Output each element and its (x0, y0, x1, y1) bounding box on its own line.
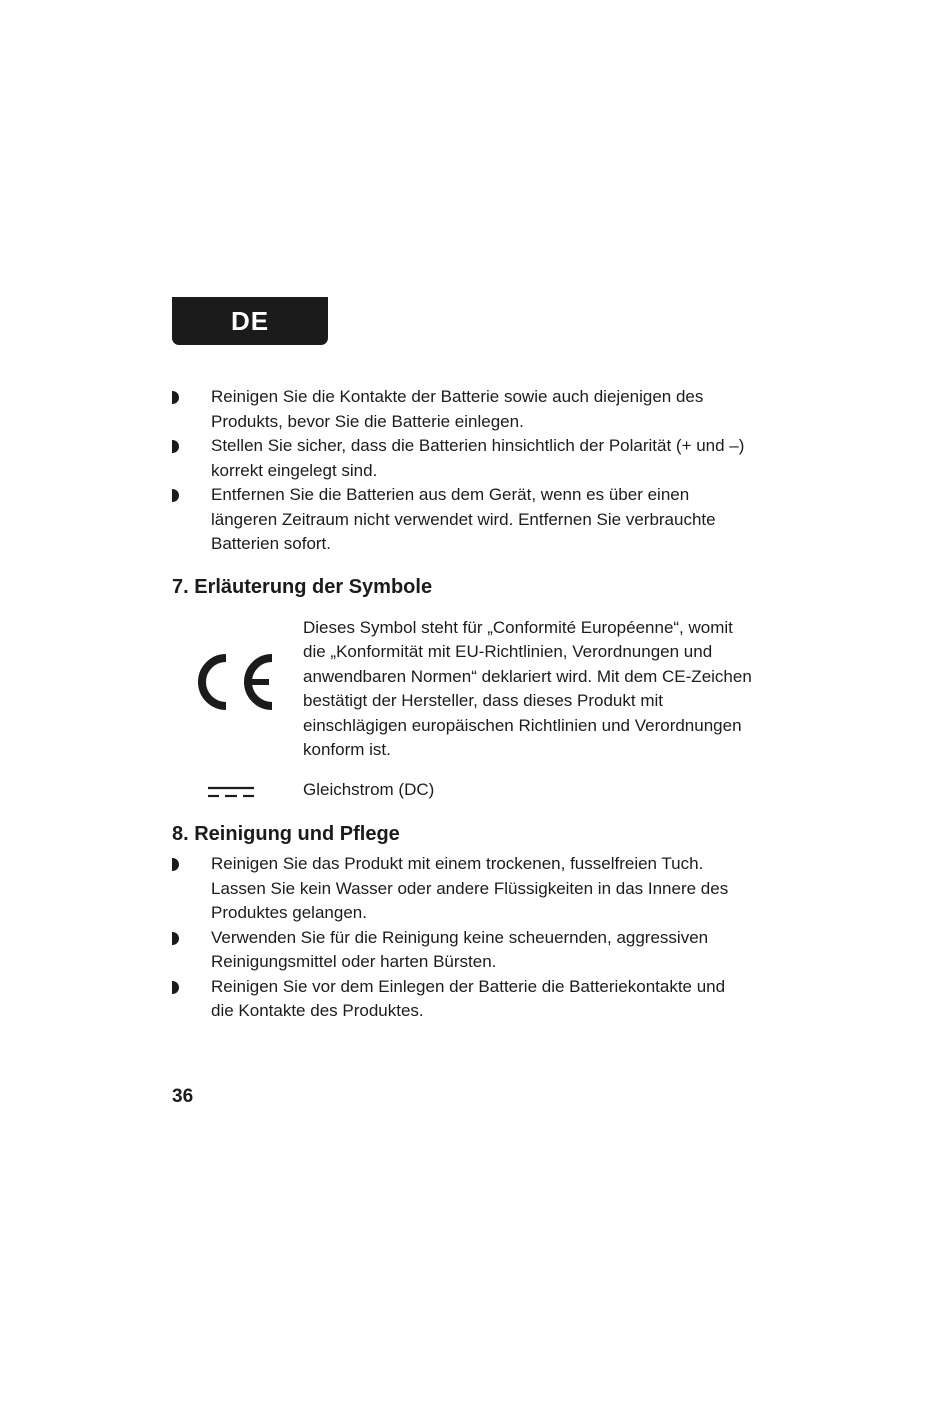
symbol-row-ce (172, 616, 752, 763)
list-item-text: Stellen Sie sicher, dass die Batterien hinsichtlich der Polarität (+ und –) korrekt eingelegt sind. (211, 436, 745, 480)
list-item-text: Reinigen Sie die Kontakte der Batterie sowie auch diejenigen des Produkts, bevor Sie die Batterie einlegen. (211, 387, 704, 431)
dc-symbol-description: Gleichstrom (DC) (303, 779, 435, 799)
list-item-text: Verwenden Sie für die Reinigung keine scheuernden, aggressiven Reinigungsmittel oder harten Bürsten. (211, 927, 709, 971)
battery-instructions-list (172, 385, 752, 557)
cleaning-instructions-list (172, 852, 752, 1024)
section-heading-cleaning: 8. Reinigung und Pflege (172, 823, 400, 845)
bullet-icon (172, 981, 179, 994)
list-item-text: Reinigen Sie vor dem Einlegen der Batterie die Batteriekontakte und die Kontakte des Produktes. (211, 976, 726, 1020)
list-item-text: Reinigen Sie das Produkt mit einem trockenen, fusselfreien Tuch. Lassen Sie kein Wasser oder andere Flüssigkeiten in das Innere des Produktes gelangen. (211, 854, 729, 922)
page-content (172, 385, 752, 1024)
list-item (172, 852, 752, 926)
page-number: 36 (172, 1086, 194, 1107)
language-tab: DE (172, 297, 328, 345)
section-heading-symbols: 7. Erläuterung der Symbole (172, 575, 433, 598)
bullet-icon (172, 932, 179, 945)
bullet-icon (172, 858, 179, 871)
ce-mark-icon (186, 652, 278, 712)
bullet-icon (172, 391, 179, 404)
list-item (172, 483, 752, 557)
list-item (172, 975, 752, 1024)
list-item (172, 385, 752, 434)
ce-symbol-description: Dieses Symbol steht für „Conformité Européenne“, womit die „Konformität mit EU-Richtlinien, Verordnungen und anwendbaren Normen“ deklariert wird. Mit dem CE-Zeichen bestätigt der Hersteller, dass dieses Produkt mit einschlägigen europäischen Richtlinien und Verordnungen konform ist. (303, 617, 752, 759)
list-item (172, 926, 752, 975)
list-item (172, 434, 752, 483)
symbol-row-dc (172, 778, 752, 803)
bullet-icon (172, 440, 179, 453)
bullet-icon (172, 489, 179, 502)
direct-current-icon (208, 785, 254, 799)
list-item-text: Entfernen Sie die Batterien aus dem Gerät, wenn es über einen längeren Zeitraum nicht verwendet wird. Entfernen Sie verbrauchte Batterien sofort. (211, 485, 716, 553)
